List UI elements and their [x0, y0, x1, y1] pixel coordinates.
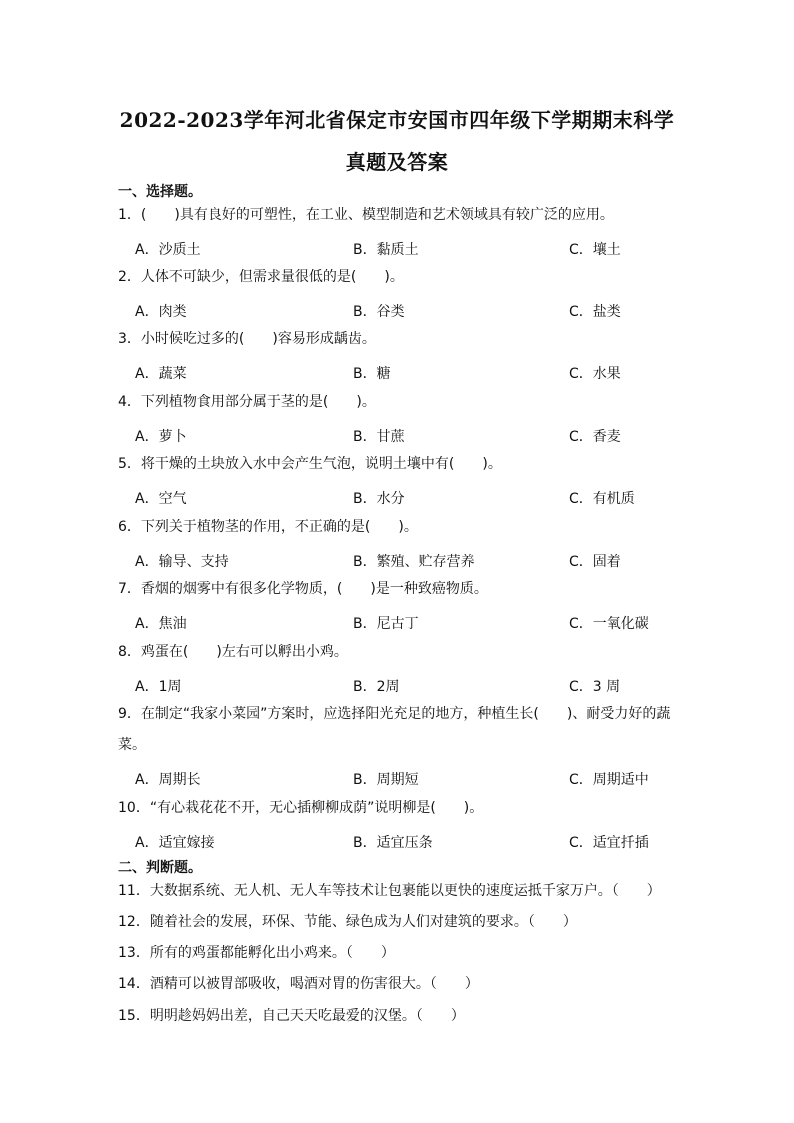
option-c: C．周期适中	[569, 772, 649, 788]
option-b: B．适宜压条	[353, 835, 433, 851]
options-2	[135, 301, 695, 323]
option-a: A．焦油	[135, 616, 187, 632]
option-b: B．谷类	[353, 304, 405, 320]
options-8	[135, 676, 695, 698]
option-c: C．3 周	[569, 679, 621, 695]
option-a: A．适宜嫁接	[135, 835, 215, 851]
option-c: C．水果	[569, 366, 621, 382]
option-b: B．尼古丁	[353, 616, 419, 632]
option-a: A．肉类	[135, 304, 187, 320]
judge-question-15: 15．明明趁妈妈出差，自己天天吃最爱的汉堡。（ ）	[118, 1008, 465, 1024]
question-1: 1．( )具有良好的可塑性，在工业、模型制造和艺术领域具有较广泛的应用。	[118, 207, 614, 223]
question-9: 9．在制定“我家小菜园”方案时，应选择阳光充足的地方，种植生长( )、耐受力好的蔬菜。	[118, 706, 671, 753]
option-b: B．黏质土	[353, 242, 419, 258]
option-c: C．适宜扦插	[569, 835, 649, 851]
option-a: A．萝卜	[135, 429, 187, 445]
options-6	[135, 551, 695, 573]
option-c: C．一氧化碳	[569, 616, 649, 632]
option-b: B．甘蔗	[353, 429, 405, 445]
question-3: 3．小时候吃过多的( )容易形成龋齿。	[118, 331, 376, 347]
judge-question-11: 11．大数据系统、无人机、无人车等技术让包裹能以更快的速度运抵千家万户。（ ）	[118, 883, 661, 899]
judge-question-13: 13．所有的鸡蛋都能孵化出小鸡来。（ ）	[118, 945, 395, 961]
option-a: A．沙质土	[135, 242, 201, 258]
option-b: B．繁殖、贮存营养	[353, 554, 475, 570]
option-a: A．空气	[135, 491, 187, 507]
document-title-line2: 真题及答案	[345, 150, 449, 174]
option-c: C．香麦	[569, 429, 621, 445]
question-6: 6．下列关于植物茎的作用，不正确的是( )。	[118, 519, 418, 535]
options-7	[135, 613, 695, 635]
options-3	[135, 363, 695, 385]
options-9	[135, 769, 695, 791]
judge-question-14: 14．酒精可以被胃部吸收，喝酒对胃的伤害很大。（ ）	[118, 976, 479, 992]
option-a: A．周期长	[135, 772, 201, 788]
option-a: A．输导、支持	[135, 554, 229, 570]
option-c: C．盐类	[569, 304, 621, 320]
option-b: B．周期短	[353, 772, 419, 788]
options-1	[135, 239, 695, 261]
option-b: B．2周	[353, 679, 400, 695]
options-10	[135, 832, 695, 854]
option-a: A．1周	[135, 679, 182, 695]
question-2: 2．人体不可缺少，但需求量很低的是( )。	[118, 269, 404, 285]
question-8: 8．鸡蛋在( )左右可以孵出小鸡。	[118, 644, 348, 660]
question-4: 4．下列植物食用部分属于茎的是( )。	[118, 394, 376, 410]
document-title-line1: 2022-2023学年河北省保定市安国市四年级下学期期末科学	[119, 108, 675, 132]
question-10: 10．“有心栽花花不开，无心插柳柳成荫”说明柳是( )。	[118, 800, 484, 816]
option-a: A．蔬菜	[135, 366, 187, 382]
section-heading-choice: 一、选择题。	[118, 184, 202, 200]
option-c: C．有机质	[569, 491, 635, 507]
judge-question-12: 12．随着社会的发展，环保、节能、绿色成为人们对建筑的要求。（ ）	[118, 914, 577, 930]
options-4	[135, 426, 695, 448]
option-c: C．固着	[569, 554, 621, 570]
options-5	[135, 488, 695, 510]
section-heading-judge: 二、判断题。	[118, 860, 202, 876]
question-5: 5．将干燥的土块放入水中会产生气泡，说明土壤中有( )。	[118, 456, 502, 472]
option-b: B．糖	[353, 366, 391, 382]
question-7: 7．香烟的烟雾中有很多化学物质，( )是一种致癌物质。	[118, 581, 488, 597]
option-c: C．壤土	[569, 242, 621, 258]
option-b: B．水分	[353, 491, 405, 507]
